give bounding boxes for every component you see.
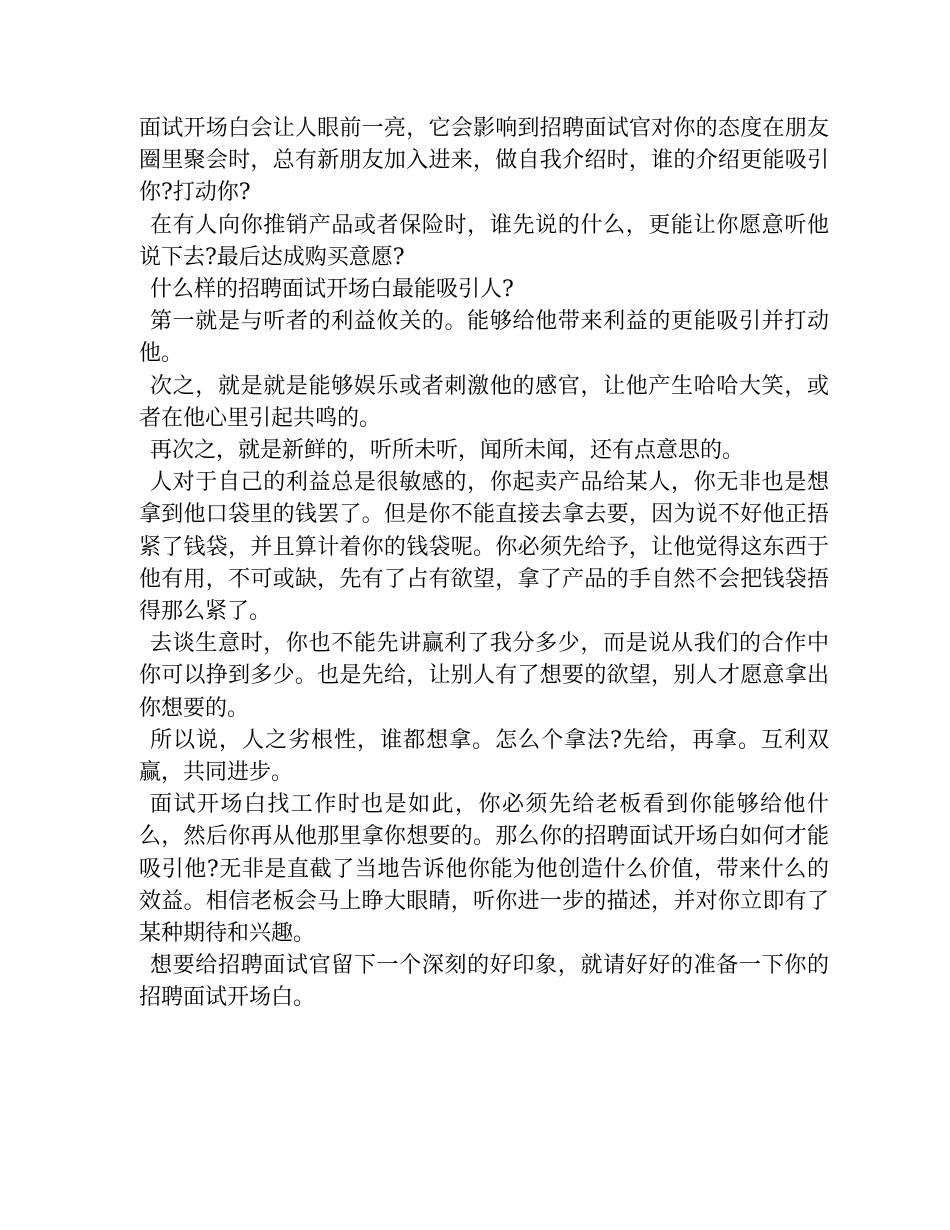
paragraph-9: 所以说，人之劣根性，谁都想拿。怎么个拿法?先给，再拿。互利双赢，共同进步。	[139, 727, 829, 786]
paragraph-10: 面试开场白找工作时也是如此，你必须先给老板看到你能够给他什么，然后你再从他那里拿你想要的。那么你的招聘面试开场白如何才能吸引他?无非是直截了当地告诉他你能为他创造什么价值，带来什么的效益。相信老板会马上睁大眼睛，听你进一步的描述，并对你立即有了某种期待和兴趣。	[139, 792, 829, 947]
paragraph-7: 人对于自己的利益总是很敏感的，你起卖产品给某人，你无非也是想拿到他口袋里的钱罢了。但是你不能直接去拿去要，因为说不好他正捂紧了钱袋，并且算计着你的钱袋呢。你必须先给予，让他觉得这东西于他有用，不可或缺，先有了占有欲望，拿了产品的手自然不会把钱袋捂得那么紧了。	[139, 470, 829, 625]
paragraph-2: 在有人向你推销产品或者保险时，谁先说的什么，更能让你愿意听他说下去?最后达成购买意愿?	[139, 212, 829, 270]
paragraph-8: 去谈生意时，你也不能先讲赢利了我分多少，而是说从我们的合作中你可以挣到多少。也是先给，让别人有了想要的欲望，别人才愿意拿出你想要的。	[139, 631, 829, 721]
paragraph-5: 次之，就是就是能够娱乐或者刺激他的感官，让他产生哈哈大笑，或者在他心里引起共鸣的。	[139, 373, 829, 431]
paragraph-1: 面试开场白会让人眼前一亮，它会影响到招聘面试官对你的态度在朋友圈里聚会时，总有新朋友加入进来，做自我介绍时，谁的介绍更能吸引你?打动你?	[139, 116, 829, 206]
paragraph-4: 第一就是与听者的利益攸关的。能够给他带来利益的更能吸引并打动他。	[139, 309, 829, 367]
paragraph-11: 想要给招聘面试官留下一个深刻的好印象，就请好好的准备一下你的招聘面试开场白。	[139, 953, 829, 1011]
paragraph-3: 什么样的招聘面试开场白最能吸引人?	[150, 277, 514, 303]
paragraph-6: 再次之，就是新鲜的，听所未听，闻所未闻，还有点意思的。	[150, 438, 745, 464]
document-body	[139, 113, 829, 1015]
